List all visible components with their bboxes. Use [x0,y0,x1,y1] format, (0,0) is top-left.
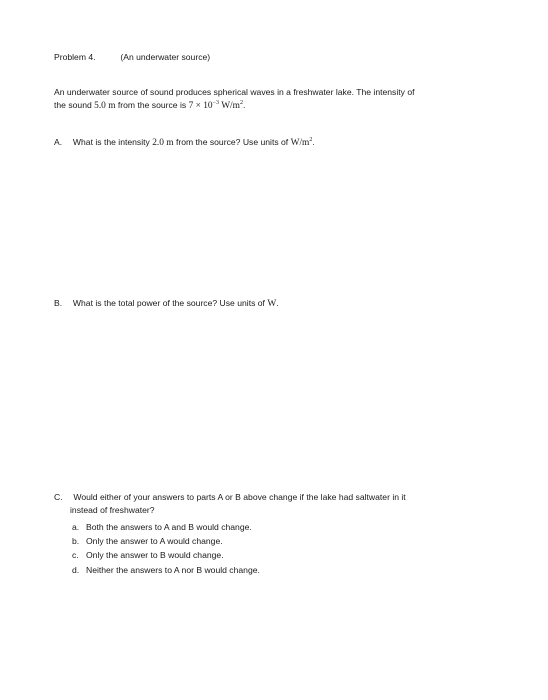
problem-label: Problem 4. [54,52,96,62]
intro-line-1: An underwater source of sound produces spherical waves in a freshwater lake. The intensity of [54,87,415,97]
part-a-unit [291,138,313,148]
intensity-exponent: −3 [212,100,220,106]
part-a-label: A. [54,137,63,147]
part-c-question [54,492,406,504]
option-text: Only the answer to A would change. [86,536,223,546]
intro-intensity [188,100,246,111]
intro-text: from the source is [115,100,189,110]
option-text: Neither the answers to A nor B would change. [86,565,260,575]
part-c-text: Would either of your answers to parts A or B above change if the lake had saltwater in it [73,492,406,502]
intro-line-2 [54,100,245,113]
problem-header [54,52,210,64]
part-a-question [54,137,315,150]
part-a-distance: 2.0 m [152,138,174,148]
part-a-text: from the source? Use units of [173,137,291,147]
option-d [72,565,260,577]
option-text: Only the answer to B would change. [86,550,224,560]
option-letter: b. [72,536,80,546]
option-text: Both the answers to A and B would change. [86,522,252,532]
intro-distance: 5.0 m [94,101,116,111]
unit-text: W/m [290,138,310,148]
option-letter: c. [72,550,79,560]
part-c-label: C. [54,492,63,502]
part-b-text: What is the total power of the source? Use units of [72,298,268,308]
part-b-text: . [276,298,279,308]
part-a-text: What is the intensity [72,137,153,147]
part-b-question [54,298,279,311]
option-c [72,550,224,562]
intensity-unit: W/m [219,101,240,111]
intro-text: the sound [54,100,95,110]
unit-exponent: 2 [309,137,313,143]
option-letter: d. [72,565,80,575]
part-a-text: . [312,137,315,147]
intensity-base: 7 × 10 [188,101,213,111]
part-c-question-cont: instead of freshwater? [70,505,155,515]
part-b-unit: W [267,299,277,309]
option-letter: a. [72,522,80,532]
intro-text: . [242,100,246,110]
option-a [72,522,252,534]
option-b [72,536,223,548]
unit-exponent: 2 [239,100,243,106]
part-b-label: B. [54,298,63,308]
problem-title: (An underwater source) [120,52,211,62]
